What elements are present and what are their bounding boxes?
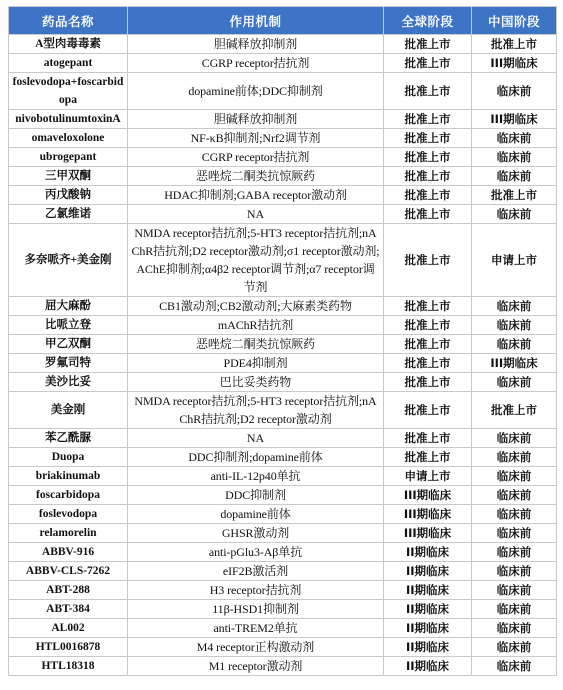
mechanism-cell: dopamine前体 — [128, 505, 384, 524]
table-row — [9, 297, 557, 316]
drug-name-cell: ABT-288 — [9, 581, 128, 600]
global-stage-cell: 批准上市 — [384, 448, 472, 467]
china-stage-cell: 批准上市 — [472, 35, 557, 54]
global-stage-cell: 批准上市 — [384, 335, 472, 354]
mechanism-cell: CB1激动剂;CB2激动剂;大麻素类药物 — [128, 297, 384, 316]
drug-name-cell: 屈大麻酚 — [9, 297, 128, 316]
china-stage-cell: III期临床 — [472, 110, 557, 129]
header-global-stage: 全球阶段 — [384, 7, 472, 35]
drug-name-cell: foslevodopa — [9, 505, 128, 524]
china-stage-cell: 临床前 — [472, 373, 557, 392]
mechanism-cell: NMDA receptor拮抗剂;5-HT3 receptor拮抗剂;nAChR拮抗剂;D2 receptor激动剂;σ1 receptor激动剂;AChE抑制剂;α4β2 receptor调节剂;α7 receptor调节剂 — [128, 224, 384, 297]
drug-name-cell: 比哌立登 — [9, 316, 128, 335]
global-stage-cell: III期临床 — [384, 505, 472, 524]
global-stage-cell: III期临床 — [384, 486, 472, 505]
mechanism-cell: dopamine前体;DDC抑制剂 — [128, 73, 384, 110]
china-stage-cell: 临床前 — [472, 619, 557, 638]
table-row — [9, 224, 557, 297]
china-stage-cell: 申请上市 — [472, 224, 557, 297]
drug-name-cell: 甲乙双酮 — [9, 335, 128, 354]
table-row — [9, 167, 557, 186]
china-stage-cell: 临床前 — [472, 73, 557, 110]
china-stage-cell: 临床前 — [472, 638, 557, 657]
global-stage-cell: 批准上市 — [384, 316, 472, 335]
mechanism-cell: anti-TREM2单抗 — [128, 619, 384, 638]
global-stage-cell: 批准上市 — [384, 186, 472, 205]
mechanism-cell: 胆碱释放抑制剂 — [128, 110, 384, 129]
global-stage-cell: 批准上市 — [384, 129, 472, 148]
global-stage-cell: 批准上市 — [384, 297, 472, 316]
china-stage-cell: 临床前 — [472, 657, 557, 676]
drug-name-cell: atogepant — [9, 54, 128, 73]
table-row — [9, 600, 557, 619]
drug-name-cell: 美沙比妥 — [9, 373, 128, 392]
mechanism-cell: mAChR拮抗剂 — [128, 316, 384, 335]
drug-name-cell: relamorelin — [9, 524, 128, 543]
drug-name-cell: HTL18318 — [9, 657, 128, 676]
table-row — [9, 657, 557, 676]
global-stage-cell: 申请上市 — [384, 467, 472, 486]
drug-name-cell: ABBV-916 — [9, 543, 128, 562]
china-stage-cell: 临床前 — [472, 543, 557, 562]
drug-name-cell: foscarbidopa — [9, 486, 128, 505]
header-mechanism: 作用机制 — [128, 7, 384, 35]
drug-name-cell: nivobotulinumtoxinA — [9, 110, 128, 129]
drug-name-cell: 多奈哌齐+美金刚 — [9, 224, 128, 297]
table-row — [9, 543, 557, 562]
mechanism-cell: CGRP receptor拮抗剂 — [128, 148, 384, 167]
global-stage-cell: III期临床 — [384, 524, 472, 543]
global-stage-cell: 批准上市 — [384, 167, 472, 186]
mechanism-cell: DDC抑制剂 — [128, 486, 384, 505]
drug-name-cell: 美金刚 — [9, 392, 128, 429]
mechanism-cell: NA — [128, 429, 384, 448]
mechanism-cell: DDC抑制剂;dopamine前体 — [128, 448, 384, 467]
china-stage-cell: 临床前 — [472, 316, 557, 335]
table-body — [9, 35, 557, 676]
mechanism-cell: NA — [128, 205, 384, 224]
mechanism-cell: 11β-HSD1抑制剂 — [128, 600, 384, 619]
mechanism-cell: eIF2B激活剂 — [128, 562, 384, 581]
global-stage-cell: 批准上市 — [384, 354, 472, 373]
table-row — [9, 110, 557, 129]
header-china-stage: 中国阶段 — [472, 7, 557, 35]
global-stage-cell: II期临床 — [384, 657, 472, 676]
drug-pipeline-table — [8, 6, 557, 676]
mechanism-cell: 巴比妥类药物 — [128, 373, 384, 392]
global-stage-cell: 批准上市 — [384, 73, 472, 110]
global-stage-cell: 批准上市 — [384, 429, 472, 448]
global-stage-cell: 批准上市 — [384, 35, 472, 54]
china-stage-cell: 临床前 — [472, 524, 557, 543]
table-row — [9, 562, 557, 581]
china-stage-cell: 批准上市 — [472, 186, 557, 205]
table-row — [9, 392, 557, 429]
mechanism-cell: 胆碱释放抑制剂 — [128, 35, 384, 54]
global-stage-cell: 批准上市 — [384, 205, 472, 224]
table-row — [9, 524, 557, 543]
table-row — [9, 467, 557, 486]
table-row — [9, 335, 557, 354]
global-stage-cell: 批准上市 — [384, 148, 472, 167]
china-stage-cell: 临床前 — [472, 429, 557, 448]
mechanism-cell: M1 receptor激动剂 — [128, 657, 384, 676]
china-stage-cell: 临床前 — [472, 448, 557, 467]
table-row — [9, 429, 557, 448]
china-stage-cell: 临床前 — [472, 129, 557, 148]
china-stage-cell: 临床前 — [472, 581, 557, 600]
table-row — [9, 205, 557, 224]
china-stage-cell: 临床前 — [472, 600, 557, 619]
global-stage-cell: II期临床 — [384, 562, 472, 581]
global-stage-cell: II期临床 — [384, 543, 472, 562]
table-row — [9, 486, 557, 505]
china-stage-cell: 临床前 — [472, 562, 557, 581]
table-row — [9, 186, 557, 205]
drug-name-cell: 乙氯维诺 — [9, 205, 128, 224]
drug-name-cell: AL002 — [9, 619, 128, 638]
drug-name-cell: foslevodopa+foscarbidopa — [9, 73, 128, 110]
drug-name-cell: omaveloxolone — [9, 129, 128, 148]
table-row — [9, 638, 557, 657]
china-stage-cell: 临床前 — [472, 486, 557, 505]
mechanism-cell: anti-IL-12p40单抗 — [128, 467, 384, 486]
table-row — [9, 54, 557, 73]
drug-name-cell: Duopa — [9, 448, 128, 467]
drug-name-cell: A型肉毒毒素 — [9, 35, 128, 54]
mechanism-cell: anti-pGlu3-Aβ单抗 — [128, 543, 384, 562]
china-stage-cell: III期临床 — [472, 54, 557, 73]
mechanism-cell: H3 receptor拮抗剂 — [128, 581, 384, 600]
drug-name-cell: 罗氟司特 — [9, 354, 128, 373]
global-stage-cell: II期临床 — [384, 581, 472, 600]
drug-name-cell: 三甲双酮 — [9, 167, 128, 186]
global-stage-cell: 批准上市 — [384, 392, 472, 429]
table-row — [9, 505, 557, 524]
table-row — [9, 73, 557, 110]
global-stage-cell: 批准上市 — [384, 110, 472, 129]
mechanism-cell: NF-κB抑制剂;Nrf2调节剂 — [128, 129, 384, 148]
table-row — [9, 373, 557, 392]
china-stage-cell: 批准上市 — [472, 392, 557, 429]
china-stage-cell: 临床前 — [472, 297, 557, 316]
table-row — [9, 619, 557, 638]
mechanism-cell: NMDA receptor拮抗剂;5-HT3 receptor拮抗剂;nAChR拮抗剂;D2 receptor激动剂 — [128, 392, 384, 429]
table-row — [9, 129, 557, 148]
table-row — [9, 354, 557, 373]
drug-name-cell: ABT-384 — [9, 600, 128, 619]
mechanism-cell: GHSR激动剂 — [128, 524, 384, 543]
drug-name-cell: briakinumab — [9, 467, 128, 486]
table-header — [9, 7, 557, 35]
mechanism-cell: M4 receptor正构激动剂 — [128, 638, 384, 657]
china-stage-cell: 临床前 — [472, 335, 557, 354]
global-stage-cell: II期临床 — [384, 619, 472, 638]
table-row — [9, 35, 557, 54]
table-row — [9, 316, 557, 335]
mechanism-cell: 恶唑烷二酮类抗惊厥药 — [128, 167, 384, 186]
china-stage-cell: 临床前 — [472, 467, 557, 486]
drug-name-cell: ubrogepant — [9, 148, 128, 167]
china-stage-cell: 临床前 — [472, 205, 557, 224]
header-drug-name: 药品名称 — [9, 7, 128, 35]
china-stage-cell: III期临床 — [472, 354, 557, 373]
mechanism-cell: CGRP receptor拮抗剂 — [128, 54, 384, 73]
drug-name-cell: 丙戊酸钠 — [9, 186, 128, 205]
global-stage-cell: II期临床 — [384, 600, 472, 619]
global-stage-cell: II期临床 — [384, 638, 472, 657]
global-stage-cell: 批准上市 — [384, 224, 472, 297]
drug-name-cell: 苯乙酰脲 — [9, 429, 128, 448]
table-row — [9, 581, 557, 600]
table-row — [9, 148, 557, 167]
global-stage-cell: 批准上市 — [384, 54, 472, 73]
mechanism-cell: HDAC抑制剂;GABA receptor激动剂 — [128, 186, 384, 205]
china-stage-cell: 临床前 — [472, 167, 557, 186]
drug-name-cell: ABBV-CLS-7262 — [9, 562, 128, 581]
mechanism-cell: PDE4抑制剂 — [128, 354, 384, 373]
china-stage-cell: 临床前 — [472, 505, 557, 524]
china-stage-cell: 临床前 — [472, 148, 557, 167]
drug-pipeline-table-container — [8, 6, 556, 676]
table-row — [9, 448, 557, 467]
global-stage-cell: 批准上市 — [384, 373, 472, 392]
mechanism-cell: 恶唑烷二酮类抗惊厥药 — [128, 335, 384, 354]
header-row — [9, 7, 557, 35]
drug-name-cell: HTL0016878 — [9, 638, 128, 657]
